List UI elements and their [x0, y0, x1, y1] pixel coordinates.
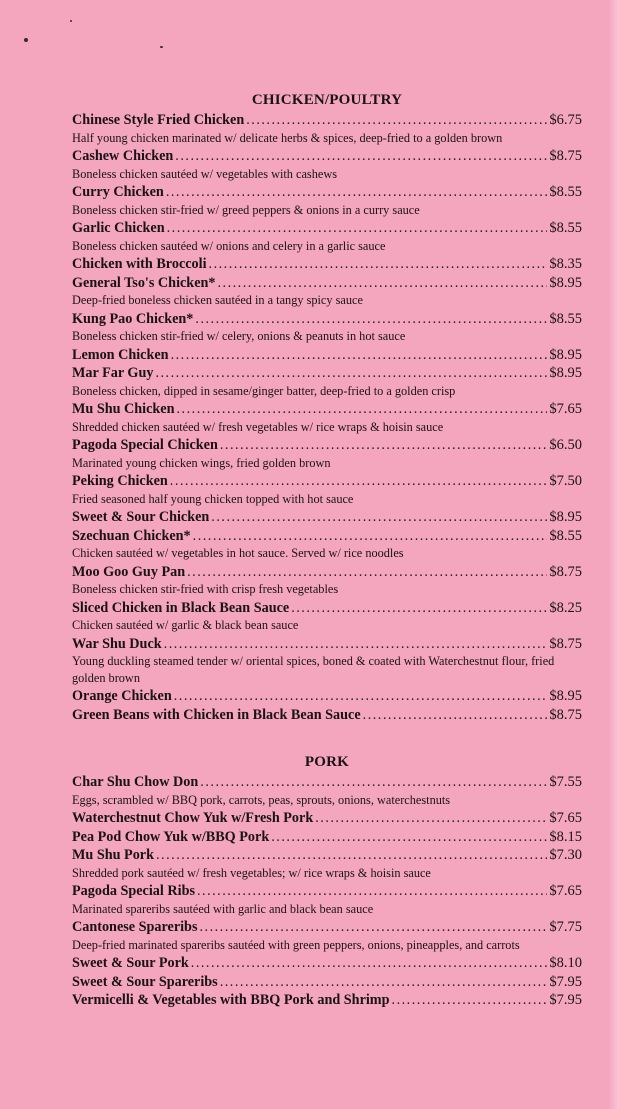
menu-item-line	[72, 346, 582, 365]
item-name: Chinese Style Fried Chicken	[72, 112, 245, 128]
paper-speck	[160, 46, 163, 48]
menu-section	[72, 754, 582, 1010]
item-name: Mu Shu Chicken	[72, 401, 175, 417]
dot-leader	[164, 635, 548, 654]
item-name: Lemon Chicken	[72, 346, 169, 363]
item-name: Kung Pao Chicken*	[72, 310, 194, 327]
menu-item-line	[72, 635, 582, 654]
item-name: Sliced Chicken in Black Bean Sauce	[72, 599, 290, 616]
menu-item-line	[72, 364, 582, 383]
item-description: Shredded chicken sautéed w/ fresh vegetables w/ rice wraps & hoisin sauce	[72, 419, 444, 434]
dot-leader	[156, 846, 547, 865]
menu-item-line	[72, 310, 582, 329]
menu-item-line	[72, 828, 582, 847]
item-description: Chicken sautéed w/ garlic & black bean sauce	[72, 618, 299, 632]
item-price: $7.75	[549, 919, 582, 935]
dot-leader	[291, 599, 547, 618]
dot-leader	[392, 991, 548, 1010]
menu-item	[72, 563, 582, 598]
menu-item-line	[72, 773, 582, 792]
item-description: Eggs, scrambled w/ BBQ pork, carrots, peas, sprouts, onions, waterchestnuts	[72, 792, 451, 807]
dot-leader	[199, 918, 547, 937]
item-price: $6.75	[549, 112, 582, 128]
menu-item-line	[72, 954, 582, 973]
item-price: $8.95	[549, 688, 582, 704]
menu-item	[72, 846, 582, 881]
dot-leader	[315, 809, 547, 828]
menu-item	[72, 828, 582, 847]
menu-item-line	[72, 706, 582, 725]
dot-leader	[155, 364, 547, 383]
item-name: Cashew Chicken	[72, 148, 174, 164]
dot-leader	[209, 255, 548, 274]
dot-leader	[166, 183, 548, 202]
menu-item-line	[72, 147, 582, 166]
menu-item	[72, 183, 582, 218]
item-name: Szechuan Chicken*	[72, 527, 191, 544]
menu-item-line	[72, 400, 582, 419]
menu-item	[72, 599, 582, 634]
item-name: Pea Pod Chow Yuk w/BBQ Pork	[72, 828, 270, 845]
item-price: $8.35	[549, 256, 582, 272]
item-description: Deep-fried boneless chicken sautéed in a tangy spicy sauce	[72, 293, 363, 307]
dot-leader	[170, 472, 548, 491]
dot-leader	[187, 563, 547, 582]
dot-leader	[175, 147, 547, 166]
menu-item	[72, 809, 582, 828]
dot-leader	[211, 508, 547, 527]
section-title: CHICKEN/POULTRY	[251, 92, 403, 108]
menu-item-line	[72, 255, 582, 274]
item-description: Deep-fried marinated spareribs sautéed with green peppers, onions, pineapples, and carrots	[72, 937, 520, 952]
dot-leader	[193, 527, 548, 546]
menu-item	[72, 687, 582, 706]
menu-item-line	[72, 183, 582, 202]
item-price: $8.55	[549, 310, 582, 327]
menu-item	[72, 255, 582, 274]
item-name: Chicken with Broccoli	[72, 256, 207, 272]
menu-item	[72, 219, 582, 254]
item-price: $8.75	[549, 635, 582, 652]
menu-item	[72, 310, 582, 345]
menu-item-line	[72, 809, 582, 828]
menu-item-line	[72, 527, 582, 546]
item-description: Boneless chicken stir-fried w/ celery, onions & peanuts in hot sauce	[72, 329, 406, 343]
item-name: Pagoda Special Ribs	[72, 883, 195, 899]
item-name: Waterchestnut Chow Yuk w/Fresh Pork	[72, 810, 314, 826]
menu-item	[72, 111, 582, 146]
item-name: Pagoda Special Chicken	[72, 437, 218, 453]
dot-leader	[191, 954, 548, 973]
item-price: $8.75	[549, 148, 582, 164]
menu-item	[72, 274, 582, 309]
item-name: Curry Chicken	[72, 184, 164, 200]
menu-item	[72, 954, 582, 973]
item-description: Half young chicken marinated w/ delicate herbs & spices, deep-fried to a golden brown	[72, 130, 503, 145]
item-name: Cantonese Spareribs	[72, 919, 198, 935]
item-name: Mar Far Guy	[72, 365, 154, 381]
menu-item-line	[72, 219, 582, 238]
item-name: Mu Shu Pork	[72, 847, 154, 863]
item-description: Young duckling steamed tender w/ oriental spices, boned & coated with Waterchestnut flour, fried golden brown	[72, 654, 555, 685]
dot-leader	[200, 773, 547, 792]
item-price: $8.95	[549, 274, 582, 291]
menu-section	[72, 92, 582, 724]
item-price: $6.50	[549, 437, 582, 453]
item-name: Sweet & Sour Spareribs	[72, 973, 218, 990]
menu-item	[72, 773, 582, 808]
item-price: $8.75	[549, 563, 582, 580]
item-name: General Tso's Chicken*	[72, 274, 216, 291]
menu-item	[72, 918, 582, 953]
item-price: $7.55	[549, 774, 582, 790]
menu-item-line	[72, 599, 582, 618]
dot-leader	[217, 274, 547, 293]
item-name: Garlic Chicken	[72, 220, 165, 236]
menu-item	[72, 147, 582, 182]
menu-item	[72, 635, 582, 687]
menu-item	[72, 346, 582, 365]
item-price: $8.15	[549, 828, 582, 845]
item-price: $8.10	[549, 955, 582, 971]
item-description: Fried seasoned half young chicken topped with hot sauce	[72, 491, 354, 506]
item-price: $8.95	[549, 346, 582, 363]
item-name: Green Beans with Chicken in Black Bean Sauce	[72, 706, 361, 723]
menu-item-line	[72, 436, 582, 455]
item-name: Moo Goo Guy Pan	[72, 563, 186, 580]
item-name: War Shu Duck	[72, 635, 162, 652]
menu-item	[72, 973, 582, 992]
menu-item-line	[72, 846, 582, 865]
item-description: Boneless chicken sautéed w/ vegetables with cashews	[72, 166, 337, 181]
dot-leader	[220, 436, 548, 455]
item-price: $7.95	[549, 973, 582, 990]
dot-leader	[195, 310, 547, 329]
menu-page	[72, 92, 582, 1040]
item-price: $8.55	[549, 527, 582, 544]
item-price: $8.25	[549, 599, 582, 616]
item-price: $7.95	[549, 992, 582, 1008]
item-price: $8.95	[549, 509, 582, 525]
item-price: $7.65	[549, 883, 582, 899]
menu-item-line	[72, 563, 582, 582]
item-price: $7.30	[549, 847, 582, 863]
item-description: Boneless chicken stir-fried w/ greed peppers & onions in a curry sauce	[72, 202, 420, 217]
menu-item	[72, 527, 582, 562]
item-description: Shredded pork sautéed w/ fresh vegetables; w/ rice wraps & hoisin sauce	[72, 865, 431, 880]
menu-item	[72, 364, 582, 399]
dot-leader	[174, 687, 548, 706]
item-price: $7.65	[549, 810, 582, 826]
item-price: $8.55	[549, 184, 582, 200]
dot-leader	[271, 828, 547, 847]
menu-item	[72, 882, 582, 917]
dot-leader	[363, 706, 548, 725]
item-name: Vermicelli & Vegetables with BBQ Pork and Shrimp	[72, 992, 390, 1008]
menu-item-line	[72, 111, 582, 130]
item-description: Chicken sautéed w/ vegetables in hot sauce. Served w/ rice noodles	[72, 546, 404, 560]
paper-speck	[70, 20, 72, 22]
section-title: PORK	[304, 754, 350, 770]
dot-leader	[177, 400, 548, 419]
dot-leader	[167, 219, 548, 238]
menu-item	[72, 508, 582, 527]
item-price: $7.65	[549, 401, 582, 417]
item-name: Orange Chicken	[72, 688, 172, 704]
item-description: Boneless chicken, dipped in sesame/ginger batter, deep-fried to a golden crisp	[72, 383, 456, 398]
item-name: Sweet & Sour Chicken	[72, 509, 210, 525]
menu-item-line	[72, 687, 582, 706]
dot-leader	[171, 346, 548, 365]
menu-item	[72, 706, 582, 725]
menu-item-line	[72, 991, 582, 1010]
menu-item-line	[72, 973, 582, 992]
menu-item-line	[72, 882, 582, 901]
menu-item-line	[72, 918, 582, 937]
paper-speck	[24, 38, 28, 42]
dot-leader	[246, 111, 547, 130]
item-name: Char Shu Chow Don	[72, 774, 199, 790]
dot-leader	[197, 882, 547, 901]
dot-leader	[220, 973, 548, 992]
menu-item-line	[72, 508, 582, 527]
menu-item-line	[72, 472, 582, 491]
item-price: $7.50	[549, 473, 582, 489]
item-description: Marinated young chicken wings, fried golden brown	[72, 455, 331, 470]
item-description: Boneless chicken sautéed w/ onions and celery in a garlic sauce	[72, 238, 386, 253]
menu-item	[72, 472, 582, 507]
paper-edge	[609, 0, 619, 1109]
item-description: Boneless chicken stir-fried with crisp fresh vegetables	[72, 582, 339, 596]
menu-item-line	[72, 274, 582, 293]
item-name: Sweet & Sour Pork	[72, 955, 189, 971]
item-price: $8.95	[549, 365, 582, 381]
item-name: Peking Chicken	[72, 473, 168, 489]
menu-item	[72, 436, 582, 471]
item-description: Marinated spareribs sautéed with garlic and black bean sauce	[72, 901, 374, 916]
menu-item	[72, 400, 582, 435]
item-price: $8.75	[549, 706, 582, 723]
item-price: $8.55	[549, 220, 582, 236]
menu-item	[72, 991, 582, 1010]
